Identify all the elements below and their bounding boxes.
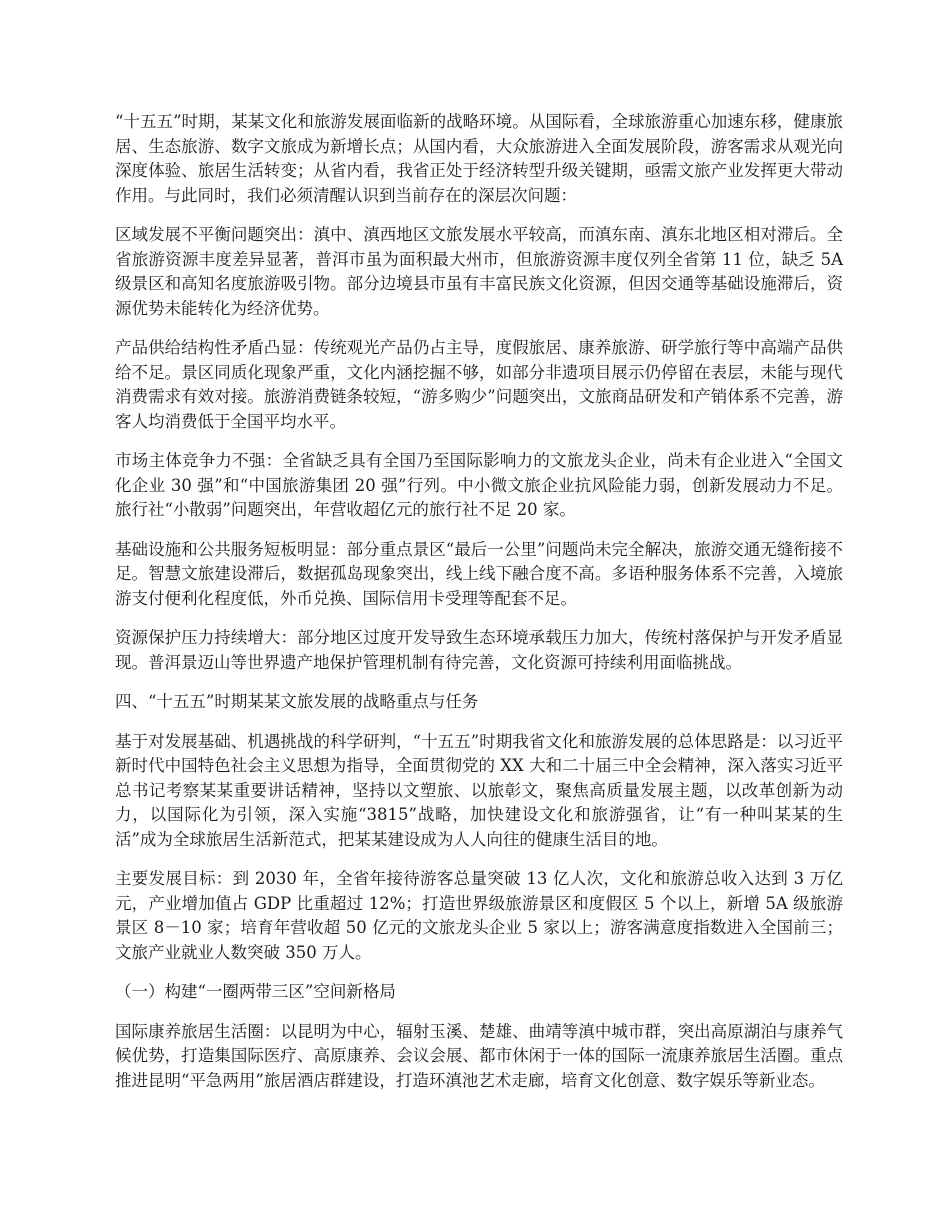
document-body [115,110,843,1108]
infrastructure-paragraph: 基础设施和公共服务短板明显：部分重点景区“最后一公里”问题尚未完全解决，旅游交通无缝衔接不足。智慧文旅建设滞后，数据孤岛现象突出，线上线下融合度不高。多语种服务体系不完善，入境旅游支付便利化程度低，外币兑换、国际信用卡受理等配套不足。 [115,539,843,608]
regional-imbalance-paragraph: 区域发展不平衡问题突出：滇中、滇西地区文旅发展水平较高，而滇东南、滇东北地区相对滞后。全省旅游资源丰度差异显著，普洱市虽为面积最大州市，但旅游资源丰度仅列全省第 11 位，缺乏 5A 级景区和高知名度旅游吸引物。部分边境县市虽有丰富民族文化资源，但因交通等基础设施滞后，资源优势未能转化为经济优势。 [115,225,843,318]
resource-protection-paragraph: 资源保护压力持续增大：部分地区过度开发导致生态环境承载压力加大，传统村落保护与开发矛盾显现。普洱景迈山等世界遗产地保护管理机制有待完善，文化资源可持续利用面临挑战。 [115,628,843,672]
development-goals-paragraph: 主要发展目标：到 2030 年，全省年接待游客总量突破 13 亿人次，文化和旅游总收入达到 3 万亿元，产业增加值占 GDP 比重超过 12%；打造世界级旅游景区和度假区 5 个以上，新增 5A 级旅游景区 8－10 家；培育年营收超 50 亿元的文旅龙头企业 5 家以上；游客满意度指数进入全国前三；文旅产业就业人数突破 350 万人。 [115,869,843,962]
product-supply-paragraph: 产品供给结构性矛盾凸显：传统观光产品仍占主导，度假旅居、康养旅游、研学旅行等中高端产品供给不足。景区同质化现象严重，文化内涵挖掘不够，如部分非遗项目展示仍停留在表层，未能与现代消费需求有效对接。旅游消费链条较短，“游多购少”问题突出，文旅商品研发和产销体系不完善，游客人均消费低于全国平均水平。 [115,338,843,431]
subsection-heading-1: （一）构建“一圈两带三区”空间新格局 [115,982,396,1001]
overall-approach-paragraph: 基于对发展基础、机遇挑战的科学研判，“十五五”时期我省文化和旅游发展的总体思路是：以习近平新时代中国特色社会主义思想为指导，全面贯彻党的 XX 大和二十届三中全会精神，深入落实习近平总书记考察某某重要讲话精神，坚持以文塑旅、以旅彰文，聚焦高质量发展主题，以改革创新为动力，以国际化为引领，深入实施“3815”战略，加快建设文化和旅游强省，让“有一种叫某某的生活”成为全球旅居生活新范式，把某某建设成为人人向往的健康生活目的地。 [115,731,843,849]
wellness-circle-paragraph: 国际康养旅居生活圈：以昆明为中心，辐射玉溪、楚雄、曲靖等滇中城市群，突出高原湖泊与康养气候优势，打造集国际医疗、高原康养、会议会展、都市休闲于一体的国际一流康养旅居生活圈。重点推进昆明“平急两用”旅居酒店群建设，打造环滇池艺术走廊，培育文化创意、数字娱乐等新业态。 [115,1021,843,1090]
market-competitiveness-paragraph: 市场主体竞争力不强：全省缺乏具有全国乃至国际影响力的文旅龙头企业，尚未有企业进入“全国文化企业 30 强”和“中国旅游集团 20 强”行列。中小微文旅企业抗风险能力弱，创新发展动力不足。旅行社“小散弱”问题突出，年营收超亿元的旅行社不足 20 家。 [115,451,843,519]
section-heading-4: 四、“十五五”时期某某文旅发展的战略重点与任务 [115,692,479,711]
intro-paragraph: “十五五”时期，某某文化和旅游发展面临新的战略环境。从国际看，全球旅游重心加速东移，健康旅居、生态旅游、数字文旅成为新增长点；从国内看，大众旅游进入全面发展阶段，游客需求从观光向深度体验、旅居生活转变；从省内看，我省正处于经济转型升级关键期，亟需文旅产业发挥更大带动作用。与此同时，我们必须清醒认识到当前存在的深层次问题： [115,112,843,205]
